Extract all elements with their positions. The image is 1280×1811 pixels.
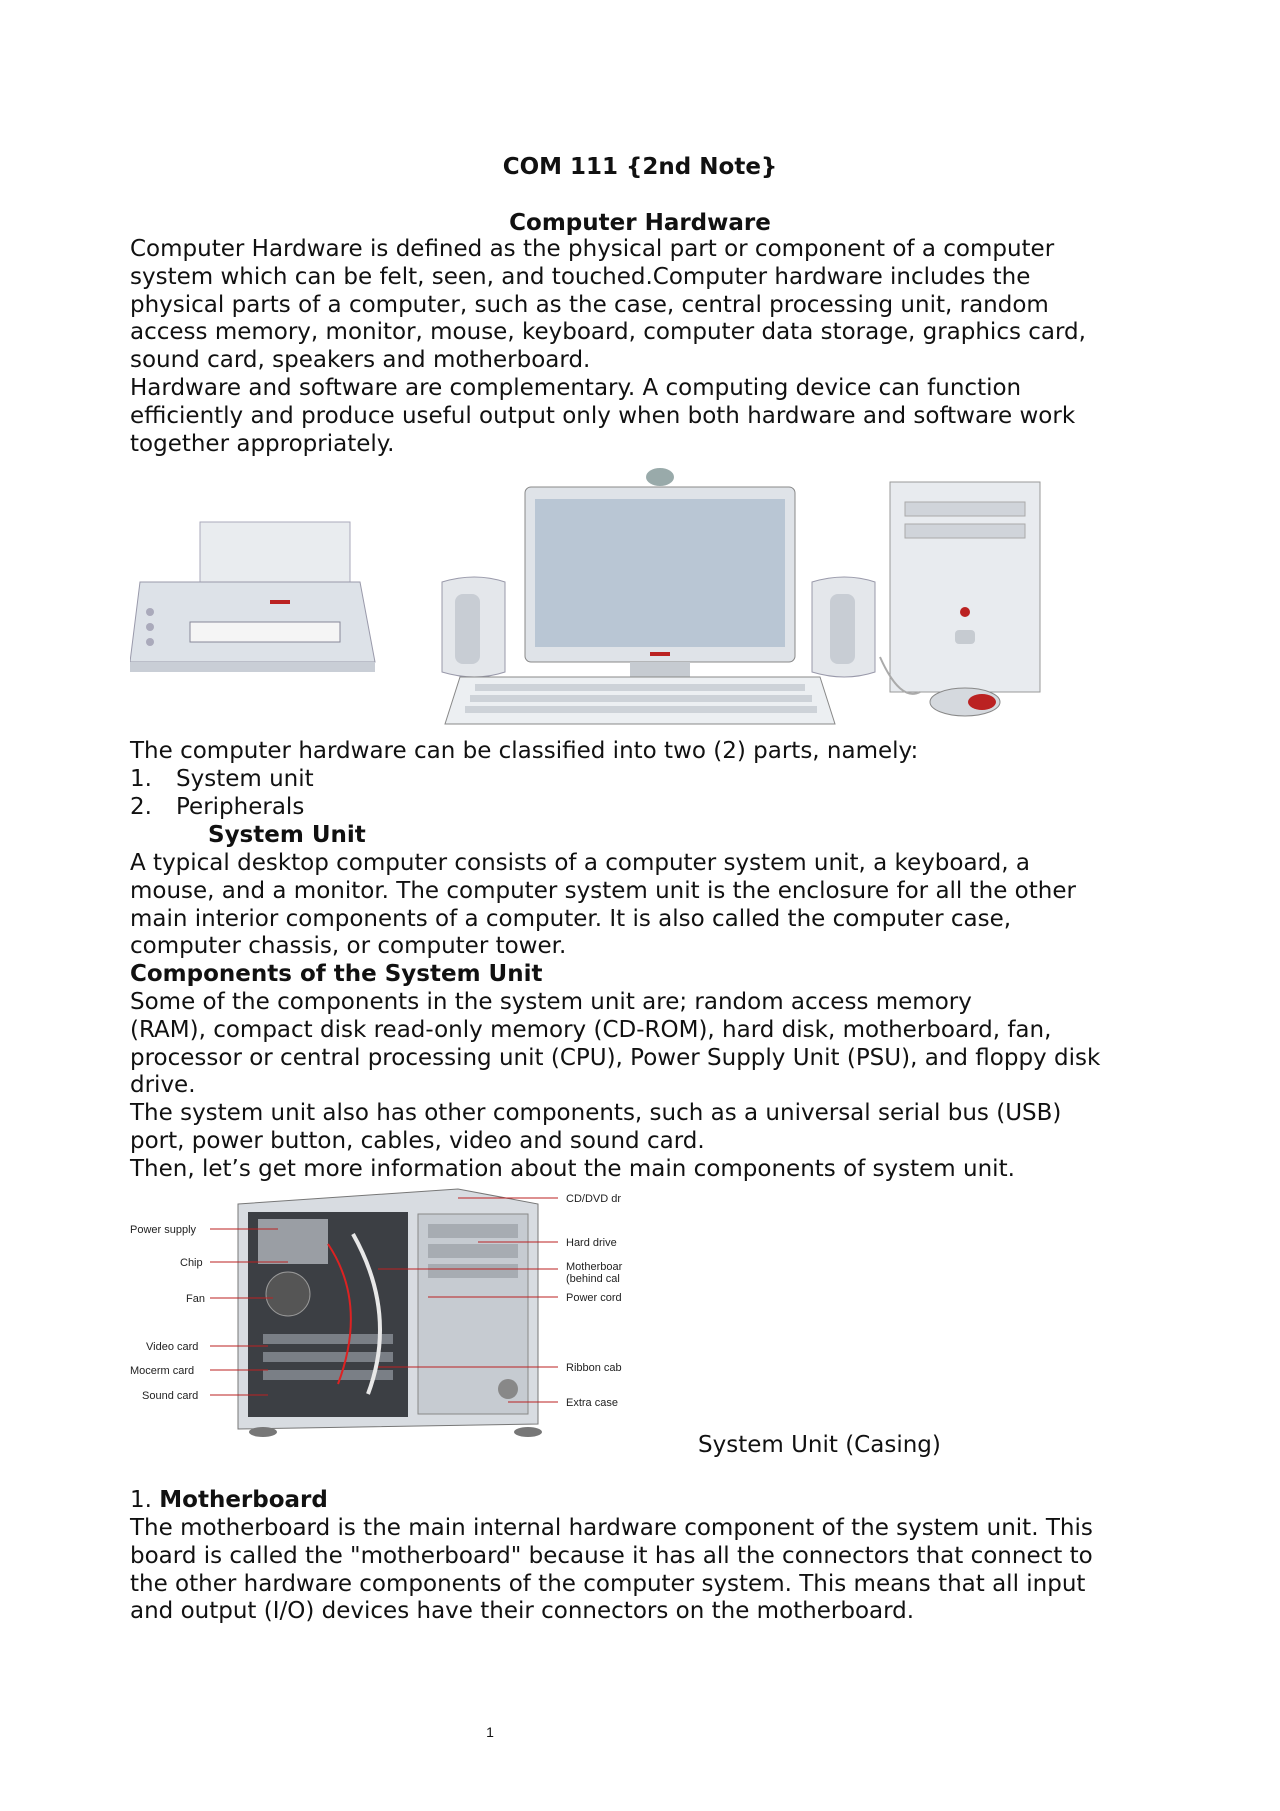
text-line: Computer Hardware is defined as the physical part or component of a computer [130, 236, 1055, 262]
casing-label: Power supply [130, 1224, 197, 1236]
heading-motherboard: Motherboard [159, 1487, 328, 1513]
list-number: 1. [130, 766, 152, 792]
text-line: Then, let’s get more information about the main components of system unit. [130, 1155, 1015, 1182]
keyboard-illustration [445, 677, 835, 724]
printer-illustration [130, 522, 375, 672]
casing-label: Hard drive [566, 1237, 617, 1249]
system-unit-casing-diagram [128, 1184, 648, 1449]
text-line: system which can be felt, seen, and touched.Computer hardware includes the [130, 263, 1031, 290]
casing-label: CD/DVD dr [566, 1193, 622, 1205]
casing-label: Motherboar [566, 1261, 623, 1273]
text-line: Hardware and software are complementary. A computing device can function [130, 374, 1022, 401]
heading-computer-hardware: Computer Hardware [509, 210, 771, 236]
text-line: sound card, speakers and motherboard. [130, 347, 591, 374]
list-text: Peripherals [176, 794, 305, 820]
text-line: A typical desktop computer consists of a computer system unit, a keyboard, a [130, 850, 1030, 876]
casing-label: (behind cal [566, 1273, 620, 1285]
list-item-system-unit [130, 766, 314, 792]
text-line: The system unit also has other components, such as a universal serial bus (USB) [130, 1100, 1062, 1127]
text-line: the other hardware components of the computer system. This means that all input [130, 1570, 1086, 1597]
motherboard-paragraph [130, 1515, 1150, 1626]
monitor-illustration [525, 468, 795, 695]
text-line: port, power button, cables, video and sound card. [130, 1127, 705, 1154]
text-line: and output (I/O) devices have their connectors on the motherboard. [130, 1598, 915, 1625]
classification-intro: The computer hardware can be classified into two (2) parts, namely: [130, 738, 919, 764]
computer-setup-illustration [130, 462, 1045, 732]
text-line: physical parts of a computer, such as the case, central processing unit, random [130, 291, 1049, 318]
motherboard-heading-line [130, 1487, 1150, 1515]
casing-label: Mocerm card [130, 1365, 195, 1377]
casing-label: Extra case [566, 1397, 618, 1409]
text-line: The motherboard is the main internal hardware component of the system unit. This [130, 1515, 1093, 1541]
list-number: 2. [130, 794, 152, 820]
text-line: together appropriately. [130, 430, 395, 457]
section-number: 1. [130, 1487, 160, 1513]
text-line: processor or central processing unit (CPU), Power Supply Unit (PSU), and floppy disk [130, 1044, 1101, 1071]
casing-label: Power cord [566, 1292, 622, 1304]
casing-label: Ribbon cab [566, 1362, 622, 1374]
system-unit-paragraph [130, 850, 1150, 961]
text-line: Some of the components in the system unit are; random access memory [130, 989, 972, 1015]
text-line: (RAM), compact disk read-only memory (CD-ROM), hard disk, motherboard, fan, [130, 1016, 1052, 1043]
text-line: board is called the "motherboard" because it has all the connectors that connect to [130, 1542, 1093, 1569]
casing-label: Fan [186, 1293, 205, 1305]
heading-system-unit: System Unit [208, 822, 366, 848]
text-line: drive. [130, 1072, 196, 1099]
casing-label: Chip [180, 1257, 203, 1269]
text-line: efficiently and produce useful output only when both hardware and software work [130, 402, 1076, 429]
intro-paragraph [130, 236, 1150, 458]
components-paragraph [130, 989, 1150, 1184]
casing-illustration [238, 1189, 542, 1437]
text-line: mouse, and a monitor. The computer system unit is the enclosure for all the other [130, 877, 1076, 904]
page-number: 1 [486, 1724, 494, 1740]
casing-label: Sound card [142, 1390, 199, 1402]
heading-components: Components of the System Unit [130, 961, 543, 987]
left-speaker-illustration [442, 577, 505, 677]
casing-caption: System Unit (Casing) [698, 1432, 941, 1458]
text-line: main interior components of a computer. It is also called the computer case, [130, 905, 1012, 932]
list-item-peripherals [130, 794, 304, 820]
right-speaker-illustration [812, 577, 875, 677]
document-title: COM 111 {2nd Note} [502, 154, 778, 180]
text-line: computer chassis, or computer tower. [130, 933, 567, 960]
tower-illustration [890, 482, 1040, 692]
text-line: access memory, monitor, mouse, keyboard, computer data storage, graphics card, [130, 319, 1086, 346]
list-text: System unit [176, 766, 314, 792]
casing-label: Video card [146, 1341, 199, 1353]
